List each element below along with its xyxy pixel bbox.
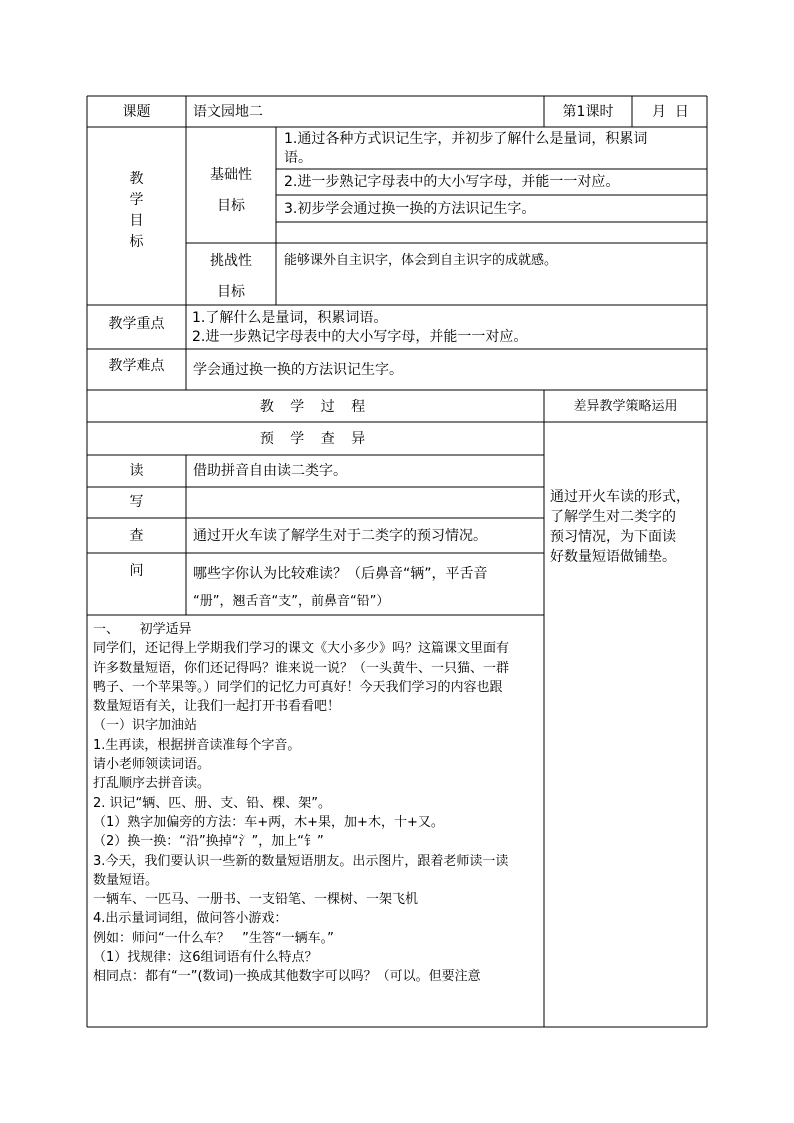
topic-value: 语文园地二 — [193, 104, 263, 120]
lesson-line: 数量短语有关，让我们一起打开书看看吧！ — [93, 699, 341, 715]
objectives-label-char-4: 标 — [129, 234, 144, 250]
lesson-line: 4.出示量词词组，做问答小游戏： — [93, 911, 288, 927]
strategy-line-1: 通过开火车读的形式， — [550, 489, 690, 505]
key-point-1: 1.了解什么是量词，积累词语。 — [192, 310, 388, 326]
key-points-label: 教学重点 — [108, 316, 165, 332]
challenge-objective-text: 能够课外自主识字，体会到自主识字的成就感。 — [284, 253, 558, 268]
lesson-line: 一辆车、一匹马、一册书、一支铅笔、一棵树、一架飞机 — [93, 892, 419, 908]
strategy-line-4: 好数量短语做铺垫。 — [550, 549, 676, 565]
lesson-line: （1）找规律：这6组词语有什么特点？ — [93, 950, 318, 966]
basic-objective-item-2: 2.进一步熟记字母表中的大小写字母，并能一一对应。 — [284, 174, 620, 190]
date-label: 月 日 — [652, 104, 689, 120]
lesson-line: 2. 识记“辆、匹、册、支、铅、棵、架”。 — [93, 795, 332, 811]
challenge-objective-label-1: 挑战性 — [210, 253, 252, 269]
lesson-line: 数量短语。 — [93, 872, 159, 888]
period-label: 第1课时 — [562, 104, 614, 120]
lesson-line: 3.今天，我们要认识一些新的数量短语朋友。出示图片，跟着老师读一读 — [93, 853, 509, 869]
lesson-line: 1.生再读，根据拼音读准每个字音。 — [93, 737, 301, 753]
lesson-line: 请小老师领读词语。 — [93, 757, 211, 773]
strategy-line-3: 预习情况，为下面读 — [550, 529, 676, 545]
preview-row-read-label: 读 — [129, 463, 144, 479]
strategy-line-2: 了解学生对二类字的 — [550, 509, 676, 525]
basic-objective-item-1-cont: 语。 — [284, 150, 312, 166]
basic-objective-label-2: 目标 — [217, 198, 245, 214]
lesson-line: （1）熟字加偏旁的方法：车+两，木+果，加+木，十+又。 — [93, 814, 444, 830]
lesson-line: 鸭子、一个苹果等。）同学们的记忆力可真好！今天我们学习的内容也跟 — [93, 679, 503, 695]
preview-row-write-label: 写 — [129, 494, 144, 510]
lesson-line: 一、 初学适异 — [93, 622, 192, 637]
difficulty-text: 学会通过换一换的方法识记生字。 — [193, 362, 403, 378]
topic-label: 课题 — [122, 104, 151, 120]
basic-objective-label-1: 基础性 — [210, 167, 252, 183]
lesson-body — [93, 620, 543, 987]
lesson-line: 相同点：都有“一”(数词)一换成其他数字可以吗？（可以。但要注意 — [93, 969, 481, 985]
lesson-line: 打乱顺序去拼音读。 — [93, 776, 211, 792]
lesson-line: （2）换一换：“沿”换掉“氵”，加上“钅” — [93, 834, 324, 850]
preview-row-ask-label: 问 — [129, 563, 144, 579]
preview-row-ask-text-1: 哪些字你认为比较难读？（后鼻音“辆”，平舌音 — [193, 566, 488, 582]
objectives-label-char-2: 学 — [129, 192, 144, 208]
lesson-line: （一）识字加油站 — [93, 718, 198, 734]
objectives-label-char-3: 目 — [129, 213, 144, 229]
strategy-title: 差异教学策略运用 — [573, 399, 678, 414]
basic-objective-item-1: 1.通过各种方式识记生字，并初步了解什么是量词，积累词 — [284, 131, 648, 147]
lesson-line: 许多数量短语，你们还记得吗？谁来说一说？（一头黄牛、一只猫、一群 — [93, 660, 510, 676]
objectives-label-char-1: 教 — [129, 171, 144, 187]
key-point-2: 2.进一步熟记字母表中的大小写字母，并能一一对应。 — [192, 329, 528, 345]
difficulty-label: 教学难点 — [108, 358, 165, 374]
preview-row-check-text: 通过开火车读了解学生对于二类字的预习情况。 — [193, 528, 487, 544]
preview-row-ask-text-2: “册”，翘舌音“支”，前鼻音“铅”） — [193, 594, 390, 609]
preview-title: 预 学 查 异 — [259, 431, 372, 447]
lesson-line: 例如：师问“一什么车？ ”生答“一辆车。” — [93, 930, 334, 946]
lesson-line: 同学们，还记得上学期我们学习的课文《大小多少》吗？这篇课文里面有 — [93, 641, 510, 657]
preview-row-read-text: 借助拼音自由读二类字。 — [193, 463, 347, 479]
process-title: 教 学 过 程 — [259, 399, 372, 415]
challenge-objective-label-2: 目标 — [217, 284, 245, 300]
basic-objective-item-3: 3.初步学会通过换一换的方法识记生字。 — [284, 201, 536, 217]
preview-row-check-label: 查 — [129, 528, 144, 544]
